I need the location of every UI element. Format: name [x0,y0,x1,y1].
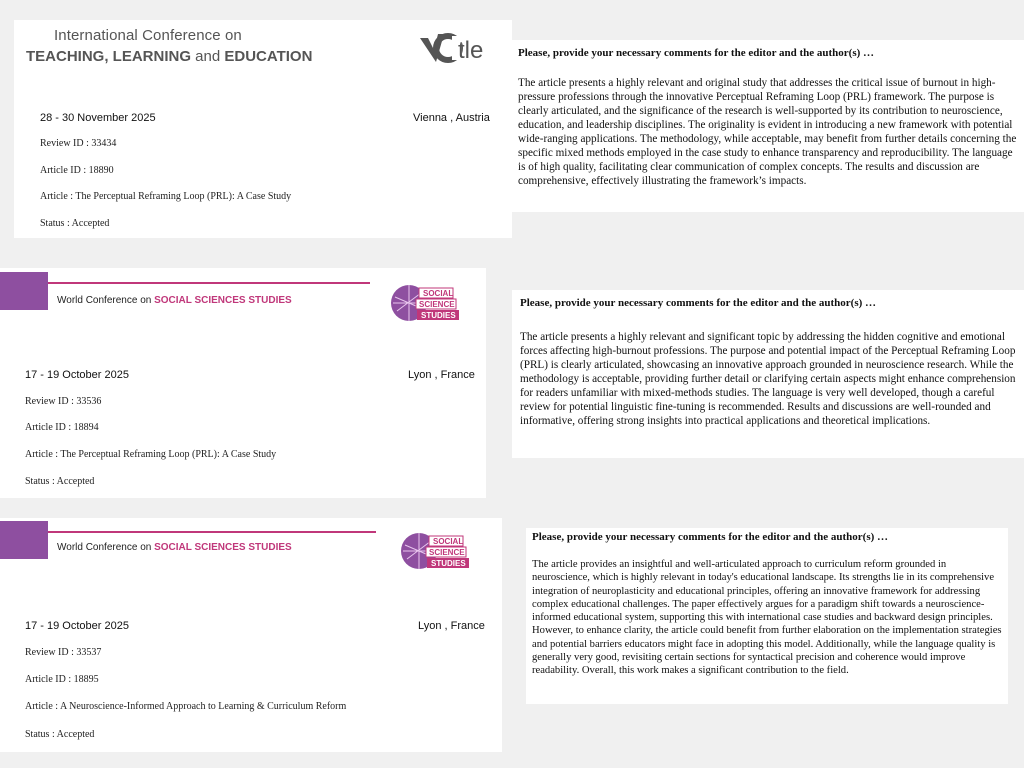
conference-title-line1: International Conference on [54,27,242,44]
header-accent-rule [48,282,370,284]
article-title: Article : The Perceptual Reframing Loop (PRL): A Case Study [25,449,277,460]
comment-heading: Please, provide your necessary comments for the editor and the author(s) … [532,531,889,543]
header-accent-bar [0,521,48,559]
svg-text:SCIENCE: SCIENCE [429,548,465,557]
status: Status : Accepted [40,218,110,229]
status: Status : Accepted [25,476,95,487]
comment-body: The article provides an insightful and well-articulated approach to curriculum reform grounded in neuroscience, which is highly relevant in today's educational landscape. Its strengths lie in its comprehensive integration of neuroplasticity and educational principles, offering an innovative framework for addressing complex educational challenges. The paper effectively argues for a paradigm shift towards a neuroscience-informed educational system, supporting this with international case studies and backward design principles. However, to enhance clarity, the article could benefit from further elaboration on the implementation strategies and potential barriers educators might face in adopting this model. Additionally, while the language quality is generally very good, revisiting certain sections for syntactical precision and coherence would improve readability. Overall, this work makes a significant contribution to the field. [532,559,1002,677]
comment-body: The article presents a highly relevant and original study that addresses the critical issue of burnout in high-pressure professions through the innovative Perceptual Reframing Loop (PRL) framework. The purpose is clearly articulated, and the significance of the research is well-supported by its contribution to neuroscience, education, and leadership disciplines. The originality is evident in introducing a new framework with potential wide-ranging applications. The methodology, while acceptable, may benefit from further details concerning the specific mixed methods employed in the case study to enhance transparency and reproducibility. The language is of high quality, facilitating clear communication of complex concepts. The results and discussion are comprehensive, effectively illustrating the framework’s impacts. [518,77,1017,187]
article-id: Article ID : 18895 [25,674,99,685]
ictle-logo [418,30,504,64]
comment-heading: Please, provide your necessary comments for the editor and the author(s) … [518,47,875,59]
conference-title: World Conference on SOCIAL SCIENCES STUDIES [57,295,292,306]
ictle-logo-icon [418,30,504,64]
wcsss-logo [389,283,465,325]
article-id: Article ID : 18890 [40,165,114,176]
comment-card-2 [512,290,1024,458]
svg-text:tle: tle [458,37,484,64]
comment-body: The article presents a highly relevant and significant topic by addressing the hidden cognitive and emotional forces affecting high-burnout professions. The purpose and potential impact of the Perceptual Reframing Loop (PRL) is clearly articulated, showcasing an innovative approach grounded in neuroscience research. While the methodology is acceptable, providing further detail or clarifying certain aspects might enhance comprehension for readers unfamiliar with mixed-methods studies. The language is very well developed, though a careful review for potential linguistic fine-tuning is recommended. Results and discussions are well-rounded and informative, offering strong insights into practical applications and theoretical implications. [520,331,1016,427]
review-id: Review ID : 33537 [25,647,102,658]
wcsss-logo [399,531,475,573]
conference-dates: 17 - 19 October 2025 [25,620,129,632]
conference-location: Vienna , Austria [413,112,490,124]
svg-text:SOCIAL: SOCIAL [433,537,464,546]
conference-dates: 28 - 30 November 2025 [40,112,156,124]
status: Status : Accepted [25,729,95,740]
review-card-2 [0,268,486,498]
conference-dates: 17 - 19 October 2025 [25,369,129,381]
comment-heading: Please, provide your necessary comments for the editor and the author(s) … [520,297,877,309]
svg-text:STUDIES: STUDIES [421,311,456,320]
wcsss-logo-icon [399,531,475,573]
svg-text:STUDIES: STUDIES [431,559,466,568]
header-accent-bar [0,272,48,310]
conference-title: World Conference on SOCIAL SCIENCES STUDIES [57,542,292,553]
review-id: Review ID : 33536 [25,396,102,407]
wcsss-logo-icon [389,283,465,325]
review-card-1 [14,20,512,238]
article-title: Article : The Perceptual Reframing Loop (PRL): A Case Study [40,191,292,202]
conference-title-line2: TEACHING, LEARNING and EDUCATION [26,48,313,65]
conference-location: Lyon , France [408,369,475,381]
article-title: Article : A Neuroscience-Informed Approach to Learning & Curriculum Reform [25,701,347,712]
conference-location: Lyon , France [418,620,485,632]
svg-text:SOCIAL: SOCIAL [423,289,454,298]
review-card-3 [0,518,502,752]
svg-text:SCIENCE: SCIENCE [419,300,455,309]
article-id: Article ID : 18894 [25,422,99,433]
comment-card-3 [526,528,1008,704]
review-id: Review ID : 33434 [40,138,117,149]
header-accent-rule [48,531,376,533]
comment-card-1 [512,40,1024,212]
